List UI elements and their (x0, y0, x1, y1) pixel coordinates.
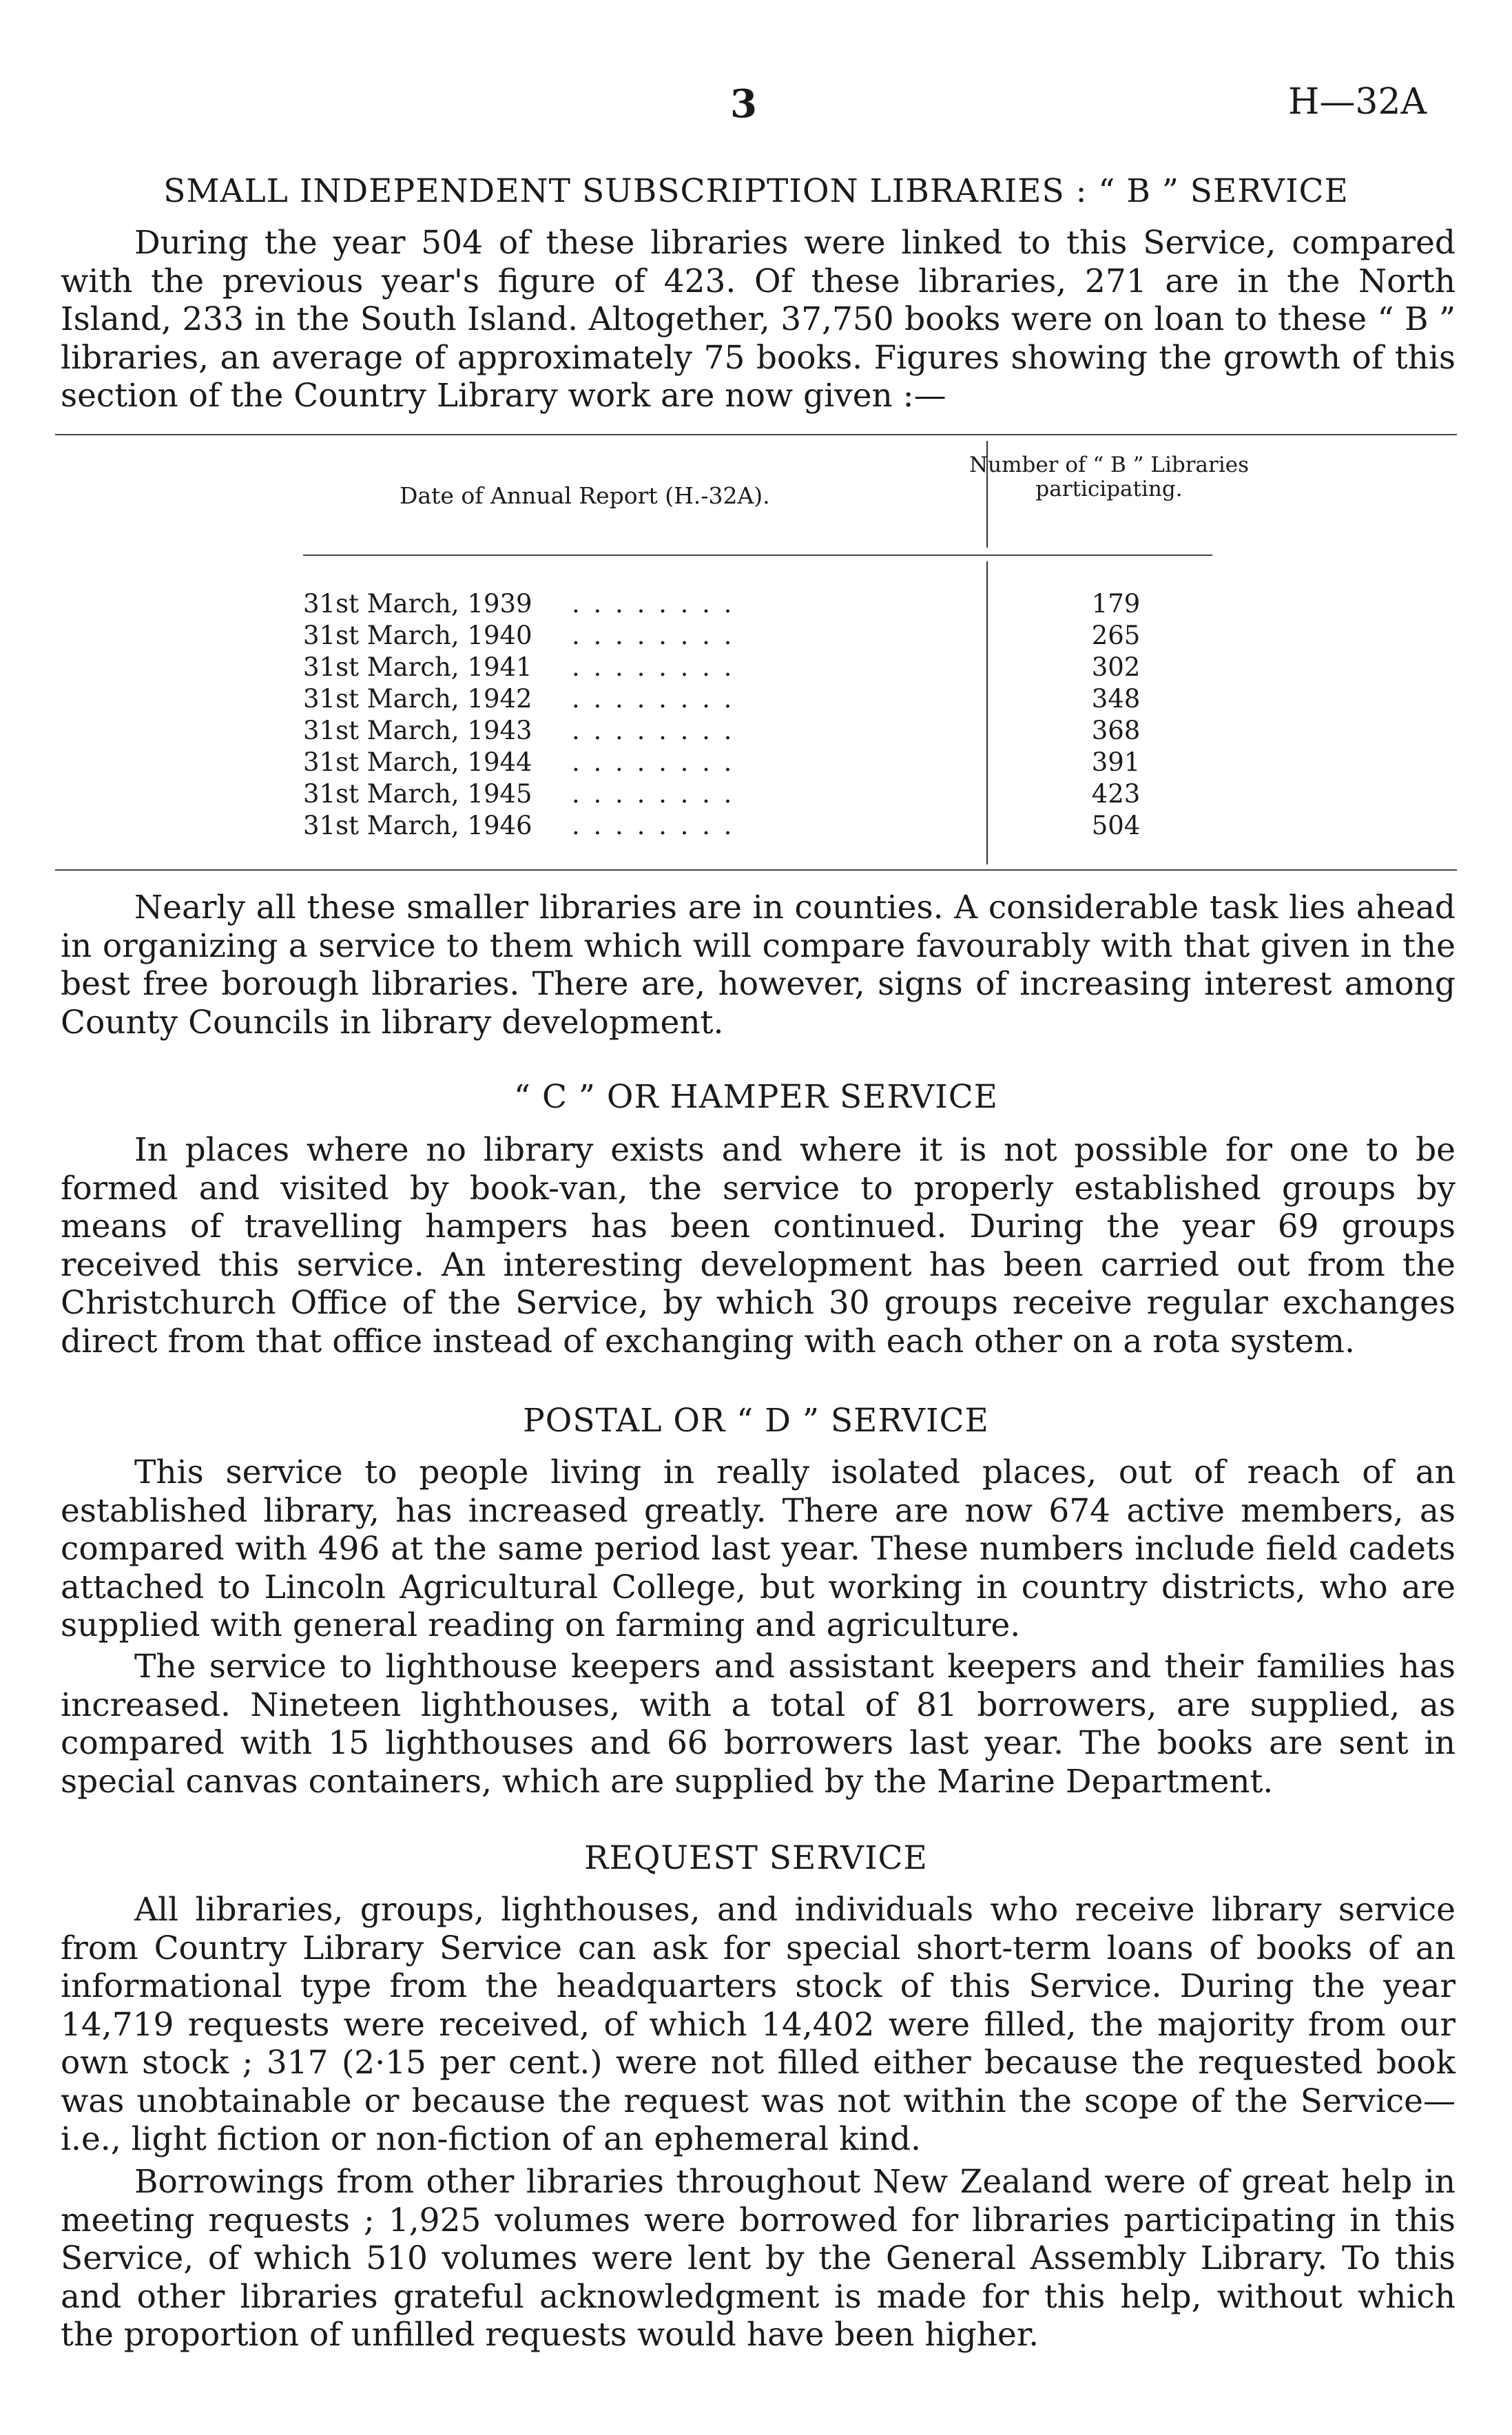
row-leader: . . . . . . . . (572, 652, 735, 682)
table-row (0, 716, 1512, 747)
request-service-paragraph-1: All libraries, groups, lighthouses, and individuals who receive library service from Country Library Service can ask for special short-term loans of books of an informational type from the headquarters stock of this Service. During the year 14,719 requests were received, of which 14,402 were filled, the majority from our own stock ; 317 (2·15 per cent.) were not filled either because the requested book was unobtainable or because the request was not within the scope of the Service—i.e., light fiction or non-fiction of an ephemeral kind. (61, 1891, 1456, 2158)
section-heading-c-service: “ C ” OR HAMPER SERVICE (513, 1078, 998, 1116)
section-heading-d-service: POSTAL OR “ D ” SERVICE (523, 1402, 989, 1440)
document-reference: H—32A (1288, 81, 1427, 123)
row-date: 31st March, 1941 (303, 652, 532, 682)
c-service-paragraph: In places where no library exists and where it is not possible for one to be formed and visited by book-van, the service to properly established groups by means of travelling hampers has been continued. During the year 69 groups received this service. An interesting development has been carried out from the Christchurch Office of the Service, by which 30 groups receive regular exchanges direct from that office instead of exchanging with each other on a rota system. (61, 1131, 1456, 1360)
row-leader: . . . . . . . . (572, 779, 735, 809)
row-leader: . . . . . . . . (572, 716, 735, 745)
row-leader: . . . . . . . . (572, 589, 735, 619)
table-row (0, 652, 1512, 684)
table-header-count: Number of “ B ” Libraries participating. (969, 453, 1249, 501)
row-leader: . . . . . . . . (572, 684, 735, 714)
table-row (0, 779, 1512, 811)
row-leader: . . . . . . . . (572, 747, 735, 777)
table-header-rule (303, 555, 1212, 556)
row-count: 504 (1091, 811, 1141, 840)
table-top-rule (55, 434, 1457, 435)
row-count: 368 (1091, 716, 1141, 745)
row-count: 348 (1091, 684, 1141, 714)
d-service-paragraph-1: This service to people living in really isolated places, out of reach of an established library, has increased greatly. There are now 674 active members, as compared with 496 at the same period last year. These numbers include field cadets attached to Lincoln Agricultural College, but working in country districts, who are supplied with general reading on farming and agriculture. (61, 1453, 1456, 1644)
row-date: 31st March, 1945 (303, 779, 532, 809)
row-count: 391 (1091, 747, 1141, 777)
table-row (0, 684, 1512, 716)
row-count: 423 (1091, 779, 1141, 809)
row-count: 179 (1091, 589, 1141, 619)
table-row (0, 589, 1512, 621)
row-count: 302 (1091, 652, 1141, 682)
request-service-paragraph-2: Borrowings from other libraries throughout New Zealand were of great help in meeting requests ; 1,925 volumes were borrowed for libraries participating in this Service, of which 510 volumes were lent by the General Assembly Library. To this and other libraries grateful acknowledgment is made for this help, without which the proportion of unfilled requests would have been higher. (61, 2163, 1456, 2354)
table-row (0, 747, 1512, 779)
row-date: 31st March, 1944 (303, 747, 532, 777)
section-heading-request-service: REQUEST SERVICE (584, 1839, 928, 1877)
table-header-date: Date of Annual Report (H.-32A). (400, 482, 770, 509)
row-date: 31st March, 1946 (303, 811, 532, 840)
table-bottom-rule (55, 869, 1457, 871)
b-service-intro-paragraph: During the year 504 of these libraries were linked to this Service, compared with the previous year's figure of 423. Of these libraries, 271 are in the North Island, 233 in the South Island. Altogether, 37,750 books were on loan to these “ B ” libraries, an average of approximately 75 books. Figures showing the growth of this section of the Country Library work are now given :— (61, 224, 1456, 415)
row-leader: . . . . . . . . (572, 621, 735, 650)
row-date: 31st March, 1943 (303, 716, 532, 745)
section-heading-b-service: SMALL INDEPENDENT SUBSCRIPTION LIBRARIES : “ B ” SERVICE (163, 172, 1349, 210)
table-row (0, 621, 1512, 652)
b-service-closing-paragraph: Nearly all these smaller libraries are in counties. A considerable task lies ahead in organizing a service to them which will compare favourably with that given in the best free borough libraries. There are, however, signs of increasing interest among County Councils in library development. (61, 889, 1456, 1042)
d-service-paragraph-2: The service to lighthouse keepers and assistant keepers and their families has increased. Nineteen lighthouses, with a total of 81 borrowers, are supplied, as compared with 15 lighthouses and 66 borrowers last year. The books are sent in special canvas containers, which are supplied by the Marine Department. (61, 1648, 1456, 1801)
page-number: 3 (730, 81, 757, 127)
row-date: 31st March, 1940 (303, 621, 532, 650)
row-leader: . . . . . . . . (572, 811, 735, 840)
table-row (0, 811, 1512, 842)
row-count: 265 (1091, 621, 1141, 650)
row-date: 31st March, 1939 (303, 589, 532, 619)
row-date: 31st March, 1942 (303, 684, 532, 714)
